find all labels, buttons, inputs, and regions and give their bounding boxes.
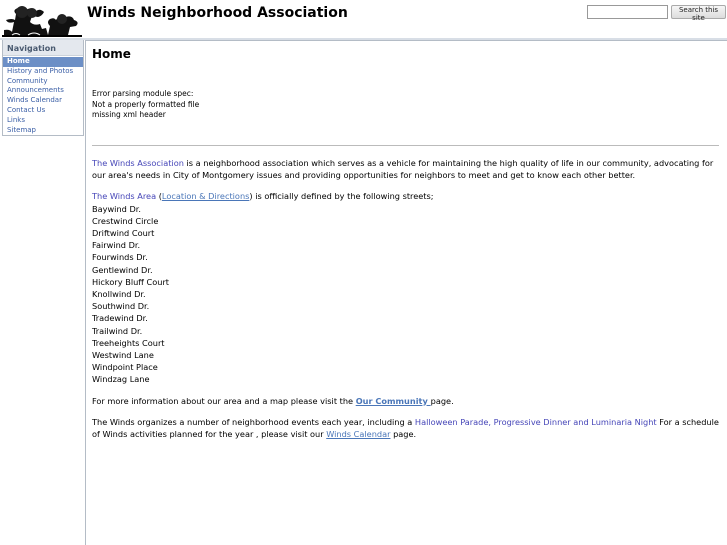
error-line: missing xml header (92, 110, 166, 119)
nav-item-history-and-photos[interactable]: History and Photos (7, 66, 74, 75)
site-title[interactable]: Winds Neighborhood Association (87, 5, 348, 21)
street-item: Westwind Lane (92, 350, 154, 361)
area-paragraph (92, 190, 722, 202)
street-item: Trailwind Dr. (92, 325, 143, 336)
search-button[interactable]: Search this site (671, 5, 726, 19)
header (0, 0, 727, 38)
street-item: Driftwind Court (92, 228, 155, 239)
nav-item-announcements[interactable]: Announcements (7, 86, 64, 95)
street-item: Knollwind Dr. (92, 289, 146, 300)
street-item: Gentlewind Dr. (92, 264, 153, 275)
nav-item-home[interactable]: Home (3, 57, 83, 67)
page-title: Home (92, 47, 131, 61)
street-item: Crestwind Circle (92, 215, 159, 226)
street-item: Hickory Bluff Court (92, 276, 170, 287)
more-info-paragraph (92, 395, 722, 407)
module-error-message (92, 89, 199, 121)
winds-area-text: The Winds Area (92, 191, 157, 202)
paren-open: ( (156, 191, 162, 202)
more-info-end: page. (430, 395, 454, 406)
article-body (92, 157, 722, 440)
tree-silhouette-logo[interactable] (2, 2, 82, 37)
street-item: Fairwind Dr. (92, 240, 141, 251)
nav-item-sitemap[interactable]: Sitemap (7, 125, 36, 134)
winds-association-text: The Winds Association (92, 158, 184, 168)
street-item: Tradewind Dr. (92, 313, 148, 324)
street-item: Windpoint Place (92, 362, 158, 373)
sidebar (2, 40, 84, 136)
nav-item-winds-calendar[interactable]: Winds Calendar (7, 96, 62, 105)
horizontal-rule (92, 145, 719, 146)
error-line: Error parsing module spec: (92, 89, 194, 98)
nav-item-contact-us[interactable]: Contact Us (7, 105, 46, 114)
street-item: Fourwinds Dr. (92, 252, 148, 263)
winds-calendar-link[interactable]: Winds Calendar (326, 429, 391, 440)
more-info-text: For more information about our area and a map please visit the (92, 395, 356, 406)
events-schedule-text: For a schedule of Winds activities planned for the year , please visit our (92, 416, 719, 440)
main-content (85, 40, 727, 545)
area-text: ) is officially defined by the following streets; (249, 191, 434, 202)
events-end: page. (390, 429, 417, 440)
street-list (92, 203, 722, 386)
intro-paragraph (92, 157, 722, 181)
error-line: Not a properly formatted file (92, 99, 200, 109)
events-list-text: Halloween Parade, Progressive Dinner and Luminaria Night (414, 416, 657, 427)
events-paragraph (92, 416, 722, 440)
street-item: Windzag Lane (92, 374, 150, 385)
street-item: Baywind Dr. (92, 203, 141, 214)
nav-item-links[interactable]: Links (7, 115, 25, 124)
search-input[interactable] (587, 5, 668, 19)
intro-text: is a neighborhood association which serves as a vehicle for maintaining the high quality of life in our community, advocating for our area's needs in City of Montgomery issues and providing opportunities for neighbors to meet and get to know each other better. (92, 158, 714, 181)
street-item: Southwind Dr. (92, 301, 150, 312)
nav-item-community[interactable]: Community (7, 76, 48, 85)
street-item: Treeheights Court (92, 337, 165, 348)
our-community-link[interactable]: Our Community (355, 395, 431, 406)
location-directions-link[interactable]: Location & Directions (161, 191, 250, 202)
events-text: The Winds organizes a number of neighborhood events each year, including a (92, 416, 415, 427)
nav-title: Navigation (3, 40, 83, 56)
